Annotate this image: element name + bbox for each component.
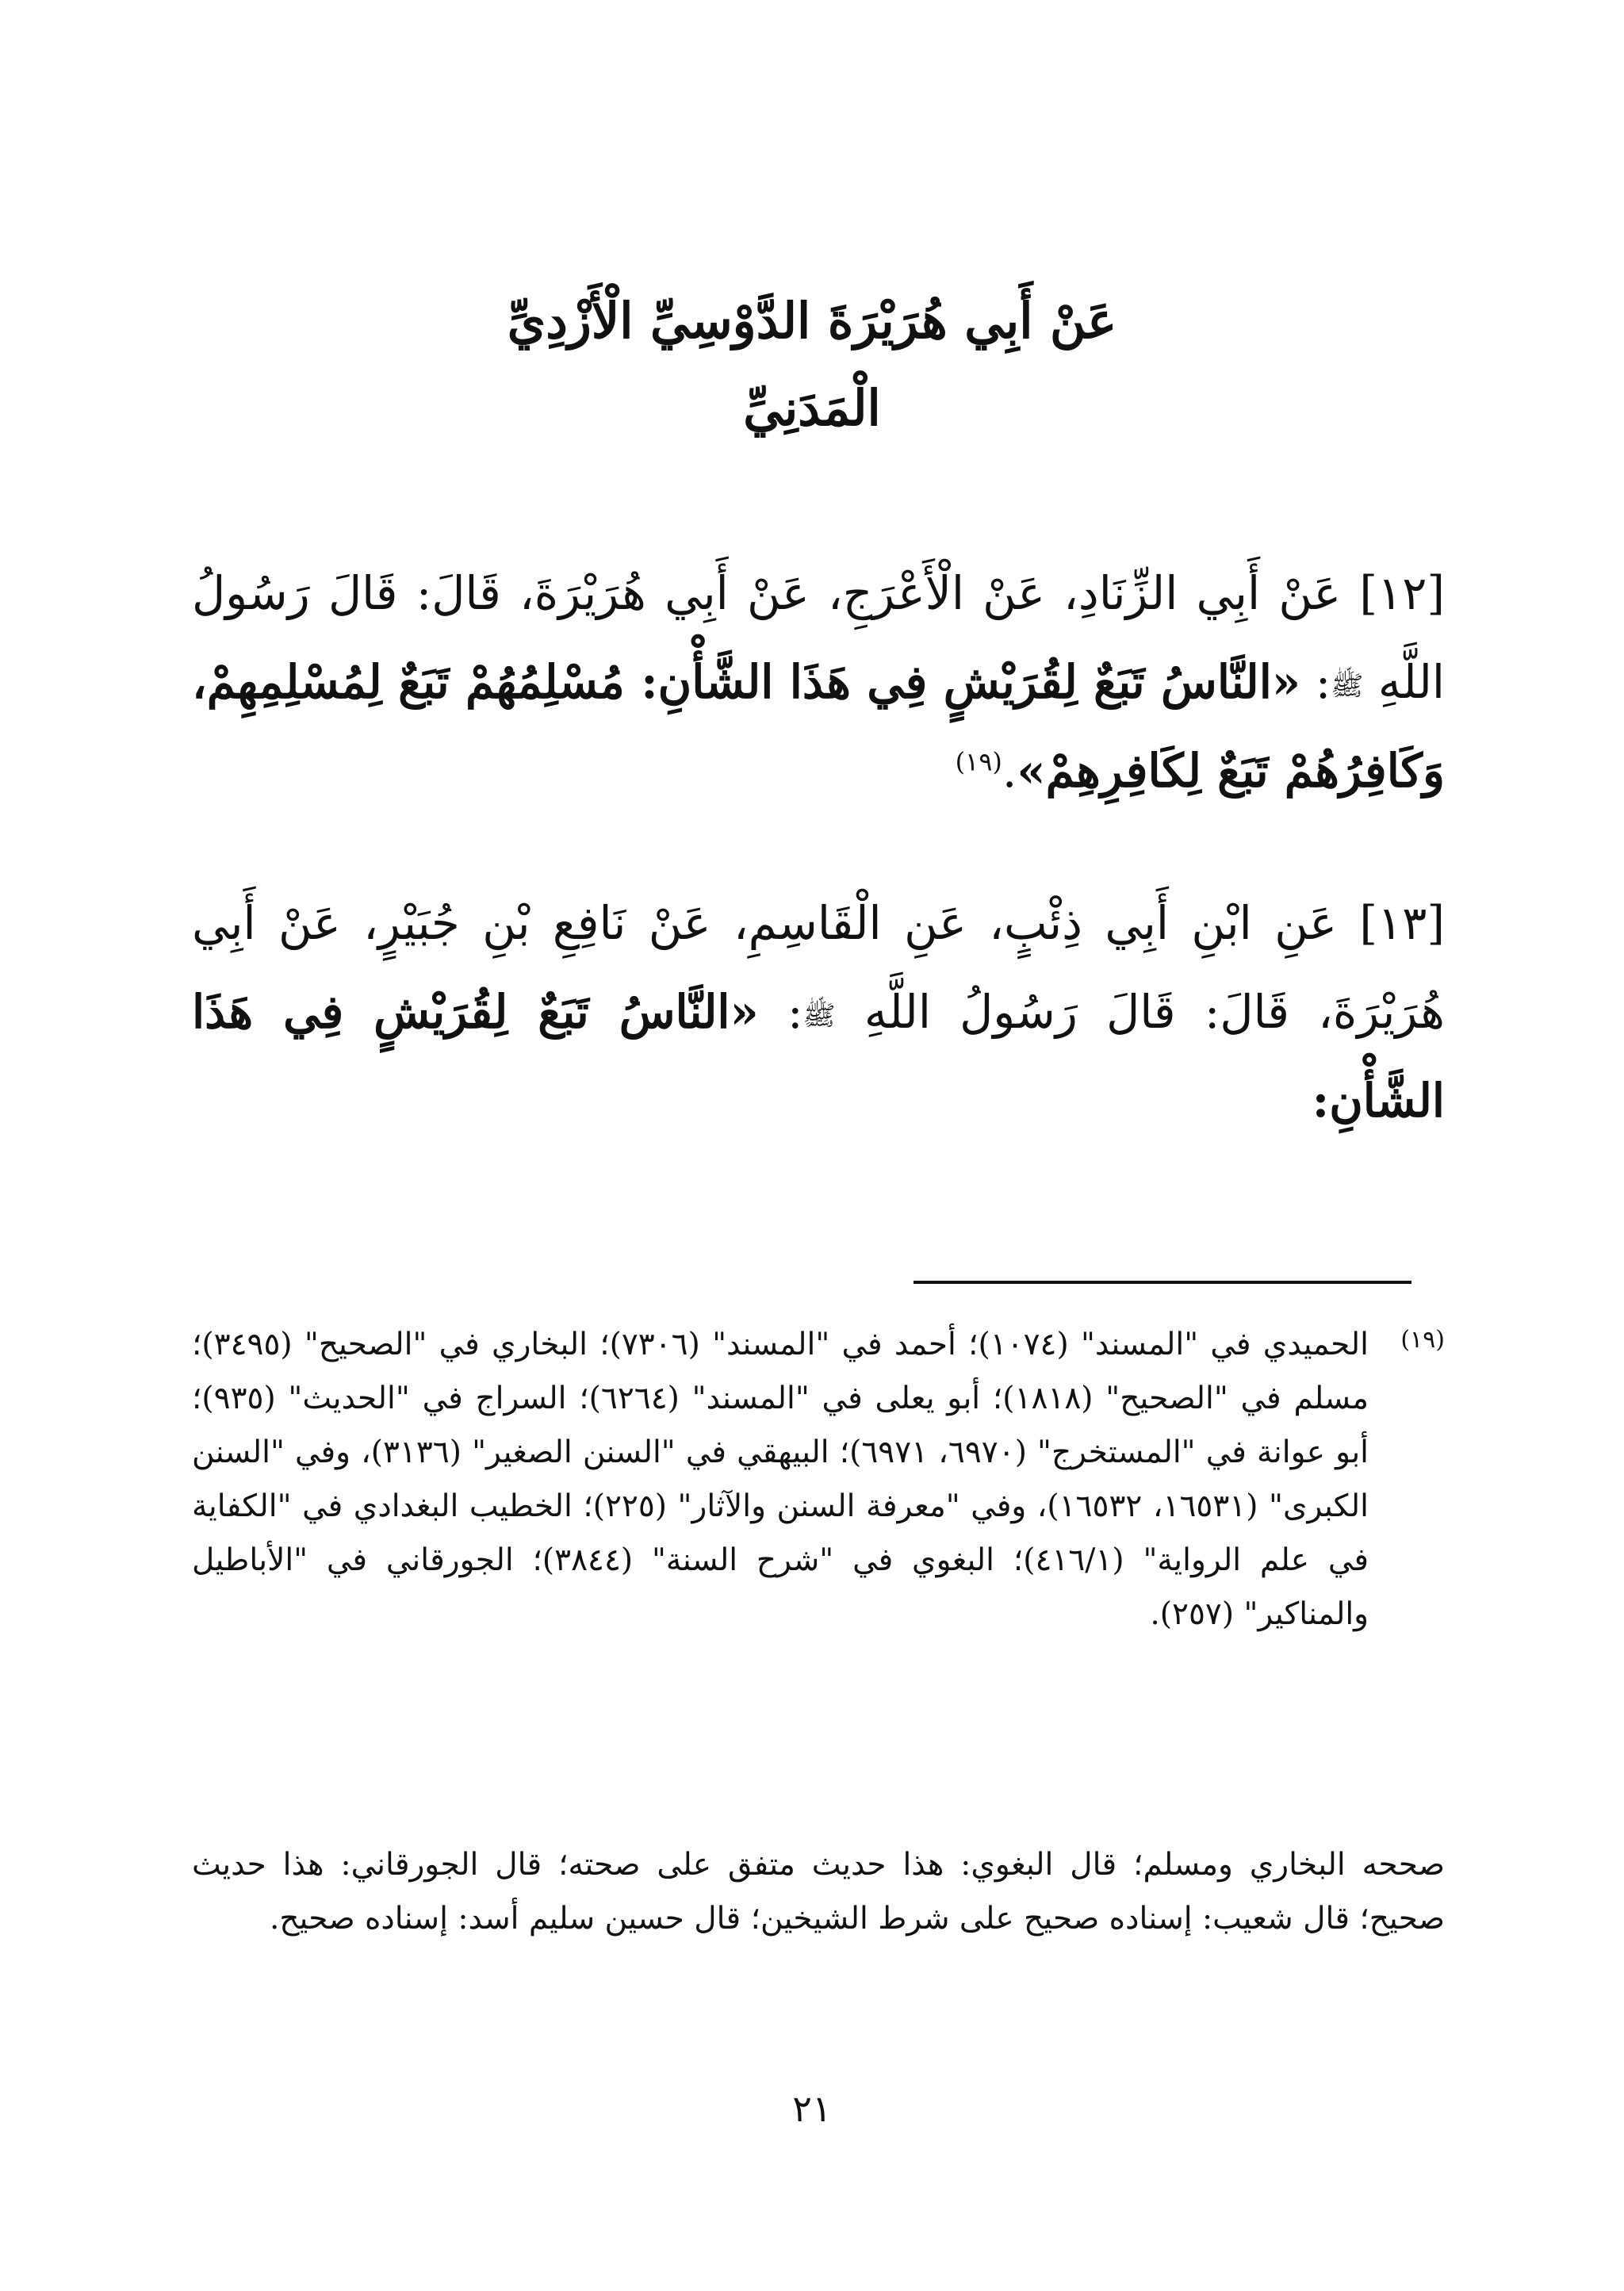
chapter-title-line-1: عَنْ أَبِي هُرَيْرَةَ الدَّوْسِيِّ الْأَزْدِيِّ — [507, 292, 1117, 350]
chapter-title — [190, 278, 1434, 452]
footnote-text: الحميدي في "المسند" (١٠٧٤)؛ أحمد في "المسند" (٧٣٠٦)؛ البخاري في "الصحيح" (٣٤٩٥)؛ مسلم في "الصحيح" (١٨١٨)؛ أبو يعلى في "المسند" (٦٢٦٤)؛ السراج في "الحديث" (٩٣٥)؛ أبو عوانة في "المستخرج" (٦٩٧٠، ٦٩٧١)؛ البيهقي في "السنن الصغير" (٣١٣٦)، وفي "السنن الكبرى" (١٦٥٣١، ١٦٥٣٢)، وفي "معرفة السنن والآثار" (٢٢٥)؛ الخطيب البغدادي في "الكفاية في علم الرواية" (٤١٦/١)؛ البغوي في "شرح السنة" (٣٨٤٤)؛ الجورقاني في "الأباطيل والمناكير" (٢٥٧). — [192, 1327, 1369, 1632]
footnote-grading-text: صححه البخاري ومسلم؛ قال البغوي: هذا حديث متفق على صحته؛ قال الجورقاني: هذا حديث صحيح؛ قال شعيب: إسناده صحيح على شرط الشيخين؛ قال حسين سليم أسد: إسناده صحيح. — [192, 1847, 1445, 1937]
footnote-19 — [192, 1318, 1445, 1642]
salawat-symbol: ﷺ — [1331, 669, 1364, 702]
hadith-number: [١٣] — [1359, 896, 1446, 950]
hadith-isnad: عَنِ ابْنِ أَبِي ذِئْبٍ، عَنِ الْقَاسِمِ، عَنْ نَافِعِ بْنِ جُبَيْرٍ، عَنْ أَبِي هُرَيْرَةَ، قَالَ: قَالَ رَسُولُ اللَّهِ — [192, 896, 1446, 1039]
hadith-13 — [192, 879, 1445, 1145]
footnote-reference[interactable]: (١٩) — [955, 746, 1002, 777]
page-number: ٢١ — [792, 2087, 832, 2130]
hadith-colon: : — [787, 985, 803, 1039]
chapter-title-line-2: الْمَدَنِيِّ — [743, 379, 881, 437]
footnote-mark: (١٩) — [1400, 1326, 1445, 1354]
hadith-isnad: عَنْ أَبِي الزِّنَادِ، عَنْ الْأَعْرَجِ، عَنْ أَبِي هُرَيْرَةَ، قَالَ: قَالَ رَسُولُ اللَّهِ — [192, 566, 1446, 709]
hadith-number: [١٢] — [1359, 566, 1446, 620]
salawat-symbol: ﷺ — [802, 999, 836, 1032]
hadith-12 — [192, 549, 1445, 815]
footnote-separator — [914, 1281, 1411, 1284]
hadith-matn: «النَّاسُ تَبَعٌ لِقُرَيْشٍ فِي هَذَا الشَّأْنِ: مُسْلِمُهُمْ تَبَعٌ لِمُسْلِمِهِمْ، وَكَافِرُهُمْ تَبَعٌ لِكَافِرِهِمْ» — [192, 655, 1445, 798]
hadith-end: . — [1002, 744, 1017, 798]
hadith-matn: «النَّاسُ تَبَعٌ لِقُرَيْشٍ فِي هَذَا الشَّأْنِ: — [192, 985, 1445, 1128]
footnote-grading — [192, 1838, 1445, 1946]
hadith-colon: : — [1315, 655, 1331, 709]
